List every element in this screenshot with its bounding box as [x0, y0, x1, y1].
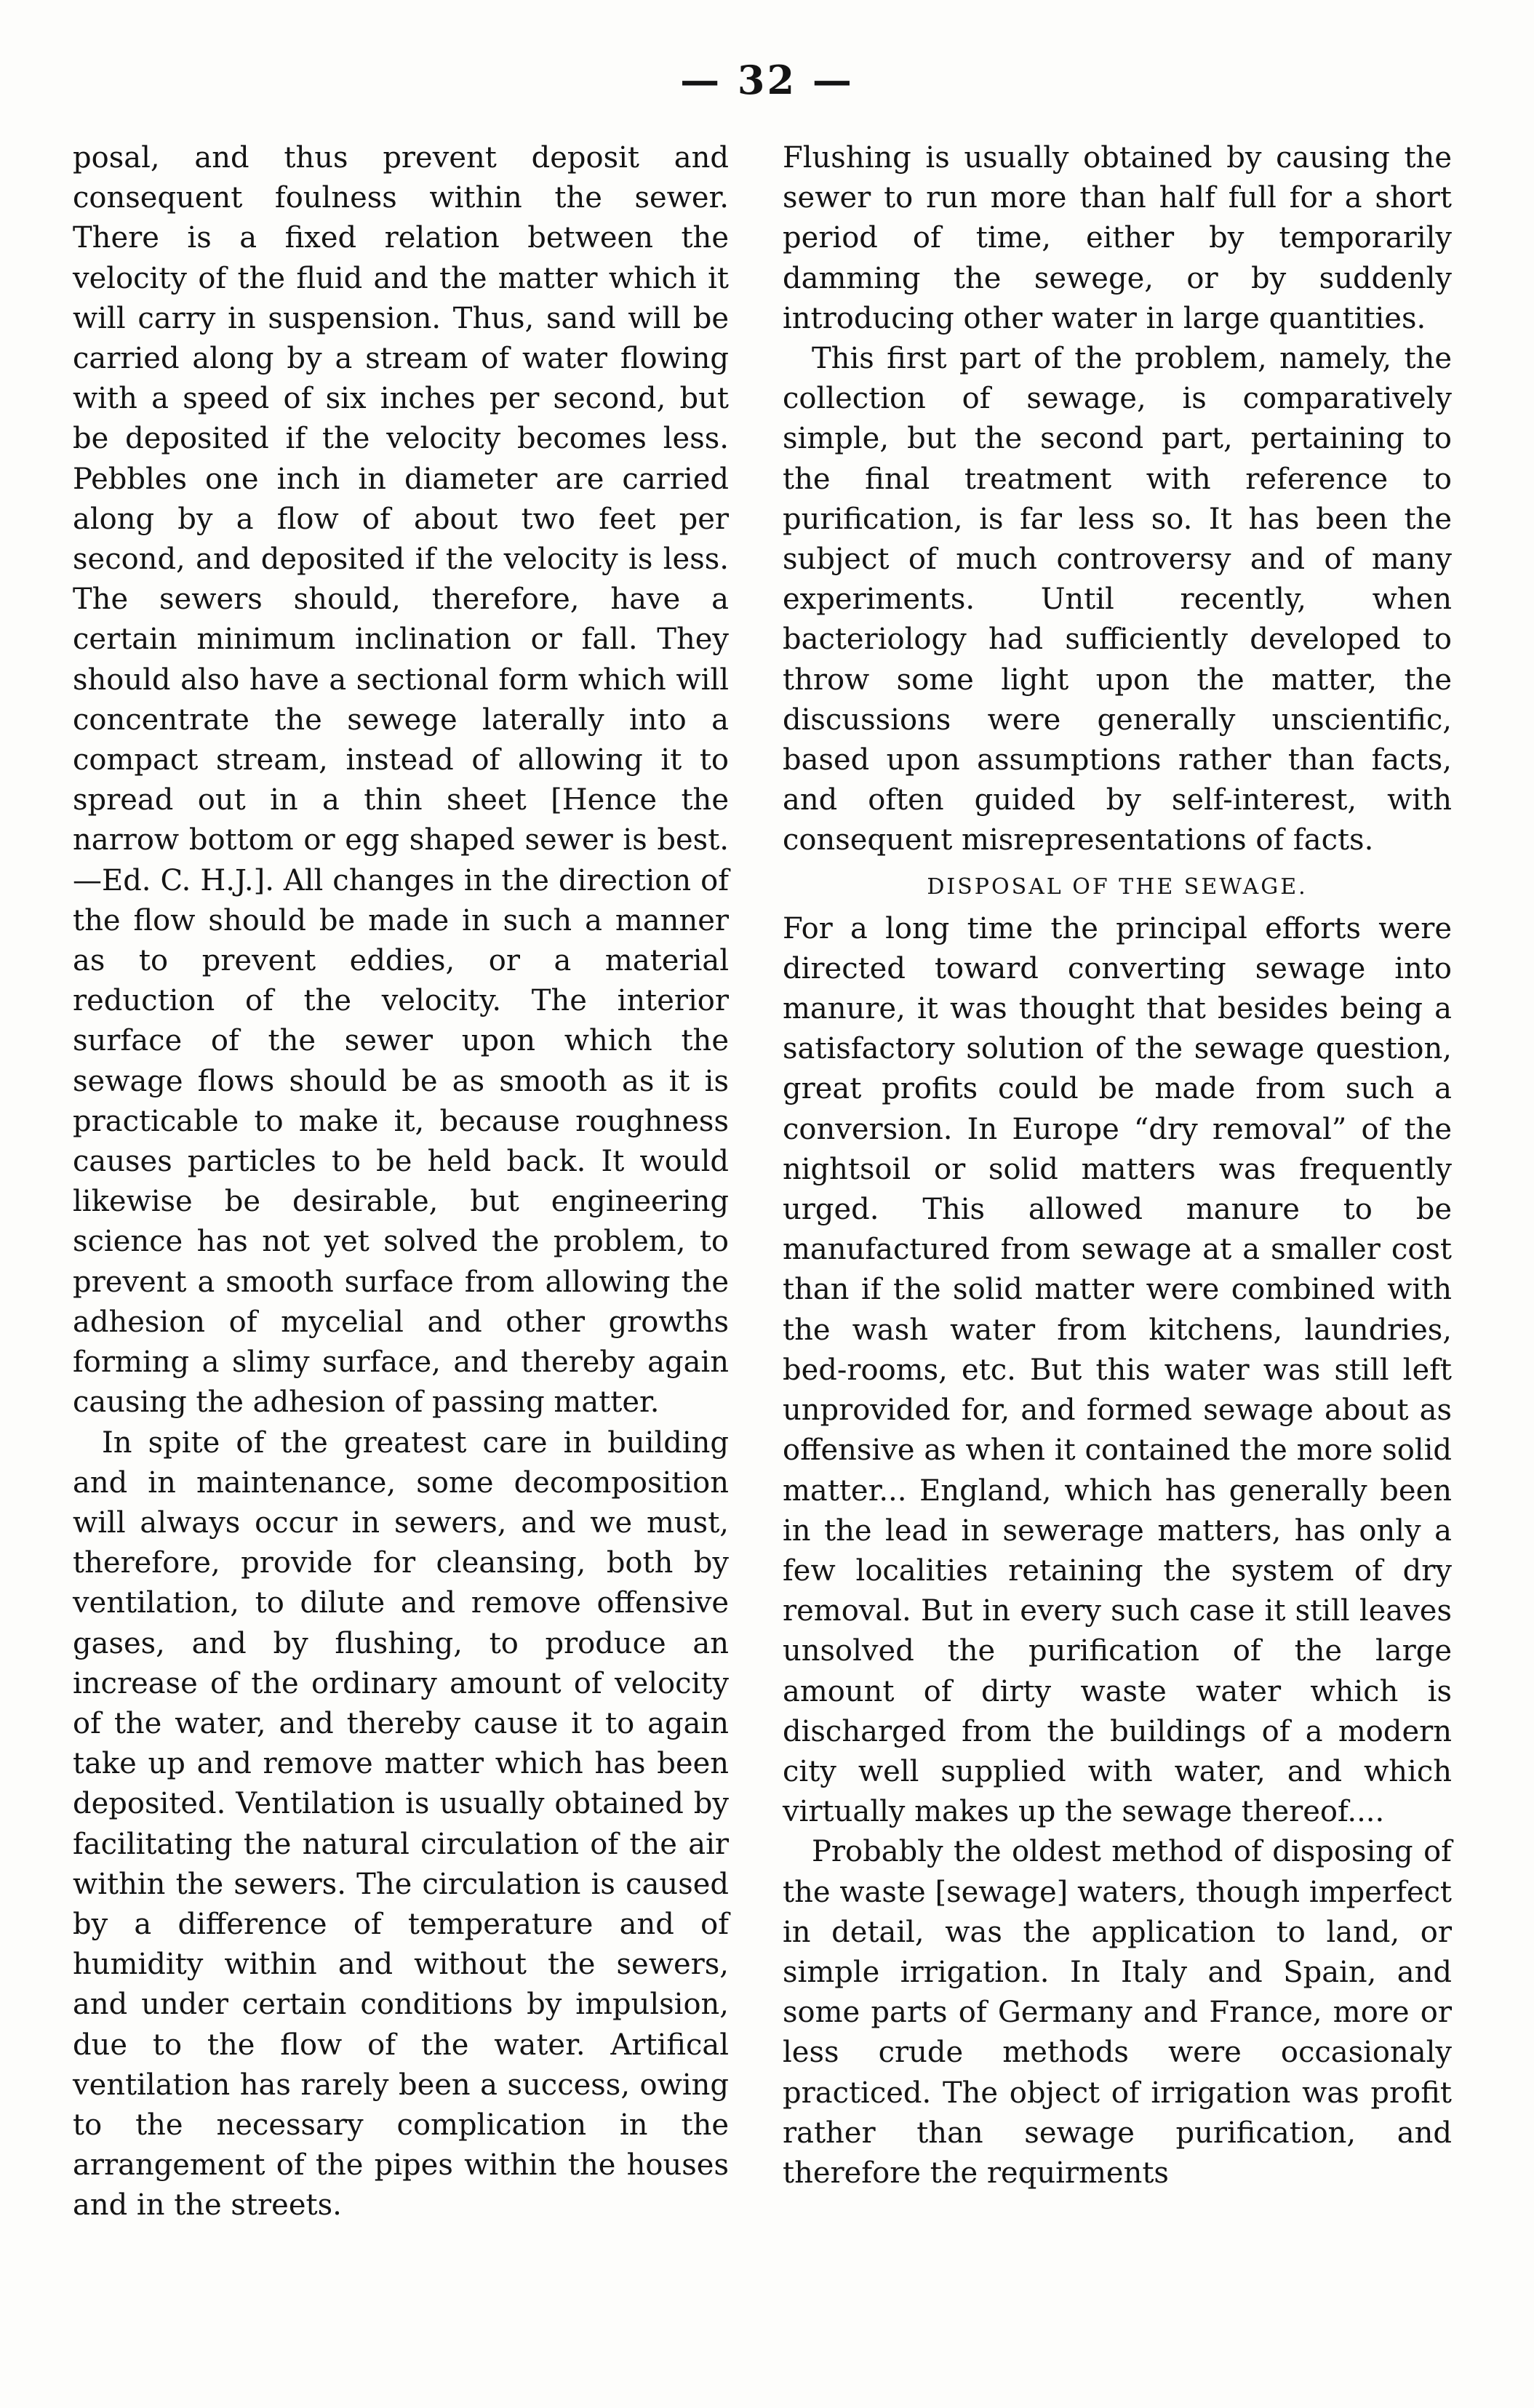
- page-number: — 32 —: [680, 57, 854, 103]
- paragraph: Probably the oldest method of disposing of the waste [sewage] waters, though imperfect in detail, was the application to land, or simple irrigation. In Italy and Spain, and some parts of Germany and France, more or less crude methods were occasionaly practiced. The object of irrigation was profit rather than sewage purification, and therefore the requirments: [783, 1835, 1452, 2190]
- section-heading: DISPOSAL OF THE SEWAGE.: [927, 873, 1308, 900]
- right-column: [783, 138, 1452, 2193]
- left-column: [73, 138, 729, 2226]
- paragraph: Flushing is usually obtained by causing the sewer to run more than half full for a short period of time, either by temporarily damming the sewege, or by suddenly introducing other water in large quantities.: [783, 141, 1452, 335]
- paragraph: For a long time the principal efforts were directed toward converting sewage into manure, it was thought that besides being a satisfactory solution of the sewage question, great profits could be made from such a conversion. In Europe “dry removal” of the nightsoil or solid matters was frequently urged. This allowed manure to be manufactured from sewage at a smaller cost than if the solid matter were combined with the wash water from kitchens, laundries, bed-rooms, etc. But this water was still left unprovided for, and formed sewage about as offensive as when it contained the more solid matter... England, which has generally been in the lead in sewerage matters, has only a few localities retaining the system of dry removal. But in every such case it still leaves unsolved the purification of the large amount of dirty waste water which is discharged from the buildings of a modern city well supplied with water, and which virtually makes up the sewage thereof....: [783, 911, 1452, 1829]
- paragraph: posal, and thus prevent deposit and consequent foulness within the sewer. There is a fixed relation between the velocity of the fluid and the matter which it will carry in suspension. Thus, sand will be carried along by a stream of water flowing with a speed of six inches per second, but be deposited if the velocity becomes less. Pebbles one inch in diameter are carried along by a flow of about two feet per second, and deposited if the velocity is less. The sewers should, therefore, have a certain minimum inclination or fall. They should also have a sectional form which will concentrate the sewege laterally into a compact stream, instead of allowing it to spread out in a thin sheet [Hence the narrow bottom or egg shaped sewer is best.—Ed. C. H.J.]. All changes in the direction of the flow should be made in such a manner as to prevent eddies, or a material reduction of the velocity. The interior surface of the sewer upon which the sewage flows should be as smooth as it is practicable to make it, because roughness causes particles to be held back. It would likewise be desirable, but engineering science has not yet solved the problem, to prevent a smooth surface from allowing the adhesion of mycelial and other growths forming a slimy surface, and thereby again causing the adhesion of passing matter.: [73, 141, 729, 1420]
- paragraph: This first part of the problem, namely, the collection of sewage, is comparatively simple, but the second part, pertaining to the final treatment with reference to purification, is far less so. It has been the subject of much controversy and of many experiments. Until recently, when bacteriology had sufficiently developed to throw some light upon the matter, the discussions were generally unscientific, based upon assumptions rather than facts, and often guided by self-interest, with consequent misrepresentations of facts.: [783, 342, 1452, 857]
- paragraph: In spite of the greatest care in building and in maintenance, some decomposition will always occur in sewers, and we must, therefore, provide for cleansing, both by ventilation, to dilute and remove offensive gases, and by flushing, to produce an increase of the ordinary amount of velocity of the water, and thereby cause it to again take up and remove matter which has been deposited. Ventilation is usually obtained by facilitating the natural circulation of the air within the sewers. The circulation is caused by a difference of temperature and of humidity within and without the sewers, and under certain conditions by impulsion, due to the flow of the water. Artifical ventilation has rarely been a success, owing to the necessary complication in the arrangement of the pipes within the houses and in the streets.: [73, 1425, 729, 2223]
